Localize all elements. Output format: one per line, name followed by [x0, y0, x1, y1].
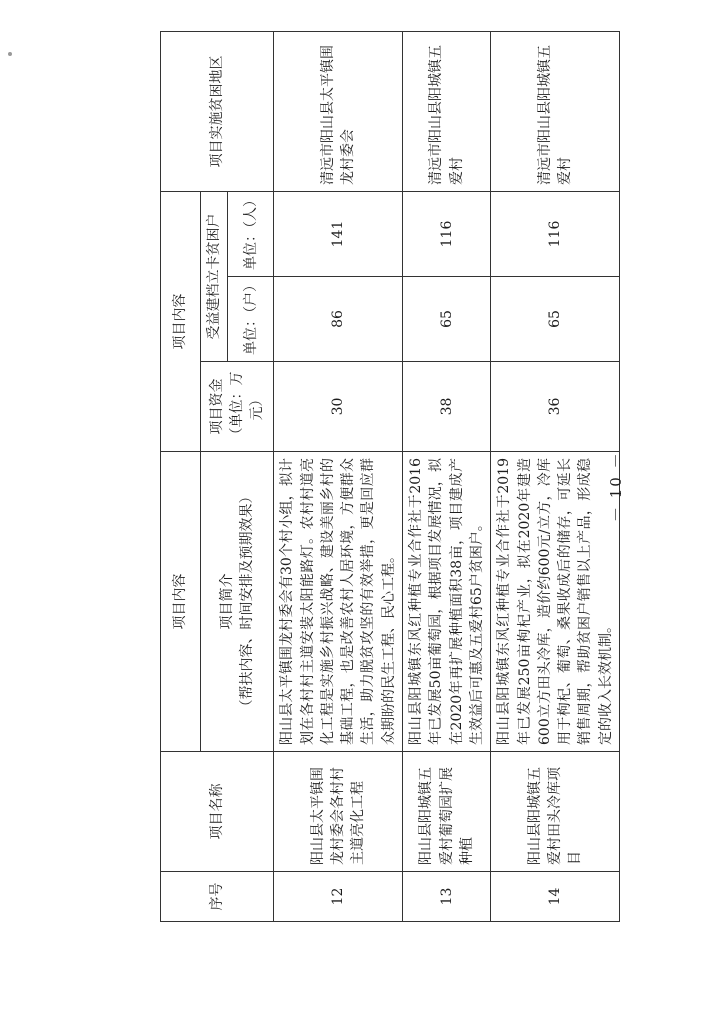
header-funds: 项目资金（单位：万元）: [201, 362, 274, 452]
row-persons: 116: [491, 192, 620, 277]
row-funds: 36: [491, 362, 620, 452]
row-households: 86: [274, 277, 403, 362]
row-area: 清远市阳山县太平镇围龙村委会: [274, 32, 403, 192]
table-row: [274, 32, 403, 922]
row-persons: 116: [403, 192, 491, 277]
row-seq: 12: [274, 872, 403, 922]
row-households: 65: [403, 277, 491, 362]
row-persons: 141: [274, 192, 403, 277]
rotated-page-content: [120, 0, 640, 952]
row-name: 阳山县阳城镇五爱村田头冷库项目: [491, 752, 620, 872]
header-persons: 单位：（人）: [228, 192, 274, 277]
row-funds: 38: [403, 362, 491, 452]
project-table: [160, 31, 620, 922]
row-area: 清远市阳山县阳城镇五爱村: [403, 32, 491, 192]
row-intro: 阳山县阳城镇东风红种植专业合作社于2019年已发展250亩枸杞产业，拟在2020年建造600立方田头冷库，造价约600元/立方，冷库用于枸杞、葡萄、桑果收成后的储存，可延长销售周期，帮助贫困户销售以上产品，形成稳定的收入长效机制。: [491, 452, 620, 752]
row-intro: 阳山县太平镇围龙村委会有30个村小组，拟计划在各村村主道安装太阳能路灯。农村村道亮化工程是实施乡村振兴战略、建设美丽乡村的基础工程，也是改善农村人居环境，方便群众生活，助力脱贫攻坚的有效举措，更是回应群众期盼的民生工程、民心工程。: [274, 452, 403, 752]
header-intro-sub: （帮扶内容、时间安排及预期效果）: [239, 489, 256, 714]
table-row: [491, 32, 620, 922]
header-benefit-group: 受益建档立卡贫困户: [201, 192, 228, 362]
header-content-group-1: 项目内容: [161, 452, 201, 752]
page-number: － 10 －: [607, 451, 625, 522]
row-funds: 30: [274, 362, 403, 452]
row-households: 65: [491, 277, 620, 362]
scan-speck: [8, 52, 12, 56]
header-content-group-2: 项目内容: [161, 192, 201, 452]
row-name: 阳山县太平镇围龙村委会各村村主道亮化工程: [274, 752, 403, 872]
header-area: 项目实施贫困地区: [161, 32, 274, 192]
row-area: 清远市阳山县阳城镇五爱村: [491, 32, 620, 192]
header-households: 单位：（户）: [228, 277, 274, 362]
header-name: 项目名称: [161, 752, 274, 872]
row-name: 阳山县阳城镇五爱村葡萄园扩展种植: [403, 752, 491, 872]
row-seq: 14: [491, 872, 620, 922]
table-row: [403, 32, 491, 922]
header-intro: 项目简介: [218, 573, 235, 630]
header-seq: 序号: [161, 872, 274, 922]
row-intro: 阳山县阳城镇东风红种植专业合作社于2016年已发展50亩葡萄园，根据项目发展情况，拟在2020年再扩展种植面积38亩，项目建成产生效益后可惠及五爱村65户贫困户。: [403, 452, 491, 752]
header-intro-cell: [201, 452, 274, 752]
row-seq: 13: [403, 872, 491, 922]
header-row-1: [161, 32, 201, 922]
